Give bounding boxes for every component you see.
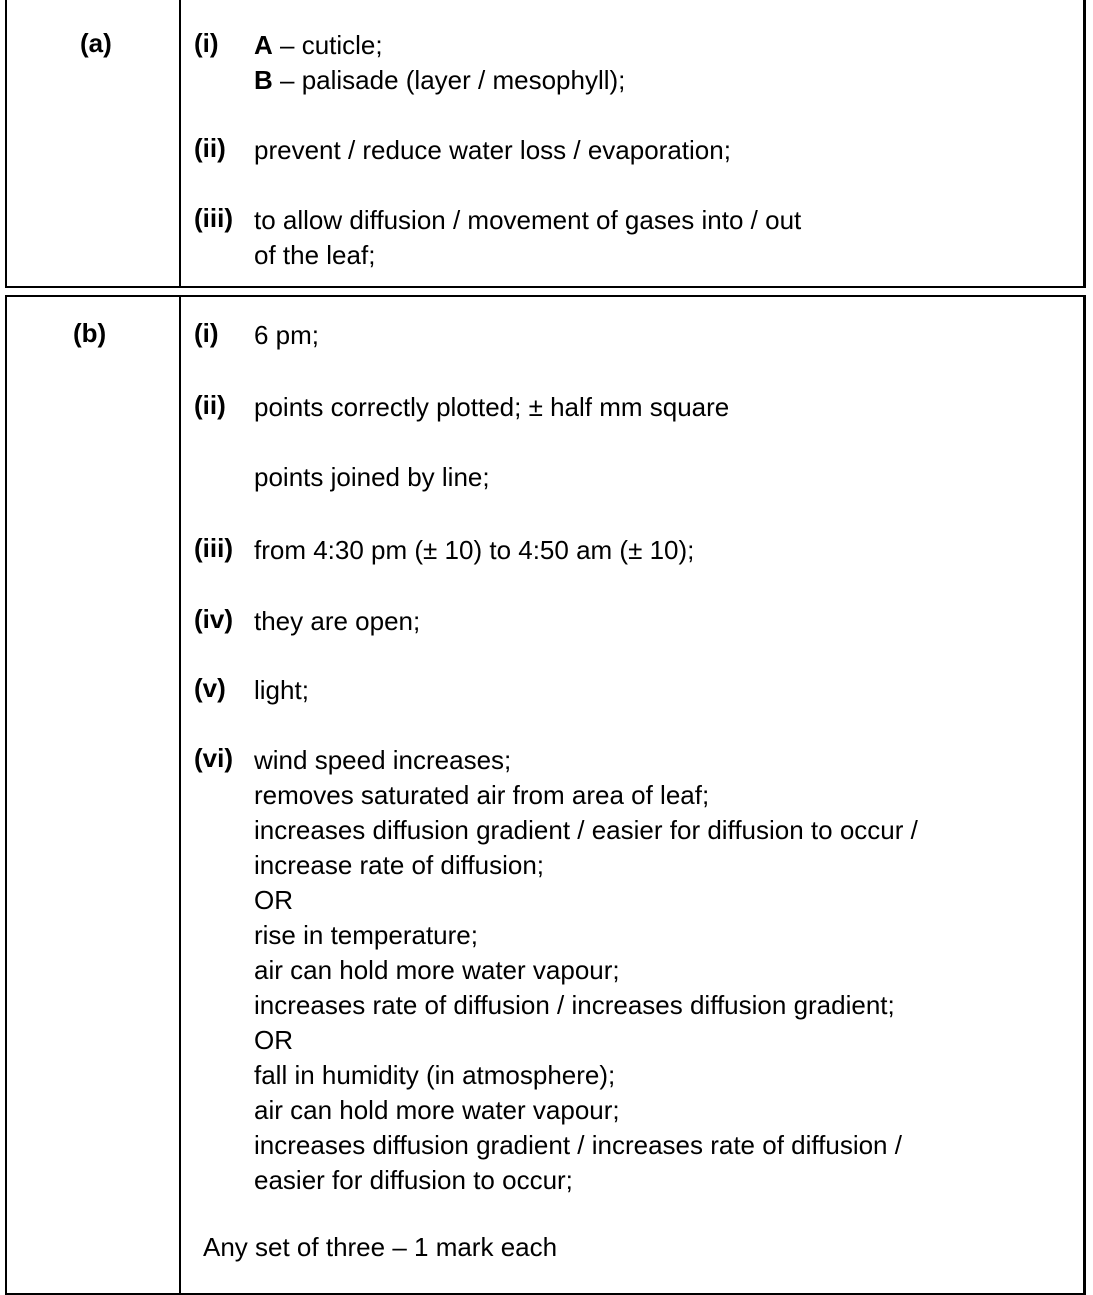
answer-text: – cuticle;: [272, 30, 383, 60]
marking-note: Any set of three – 1 mark each: [203, 1232, 558, 1262]
answer-item: [194, 673, 1073, 708]
answer-line: [254, 848, 1073, 883]
answer-text: light;: [254, 675, 309, 705]
answer-text: from 4:30 pm (± 10) to 4:50 am (± 10);: [254, 535, 695, 565]
answer-line: [254, 778, 1073, 813]
answer-text: increases diffusion gradient / increases rate of diffusion /: [254, 1130, 902, 1160]
answer-text: easier for diffusion to occur;: [254, 1165, 573, 1195]
answer-text: removes saturated air from area of leaf;: [254, 780, 710, 810]
part-label: (a): [80, 28, 112, 58]
answer-line: [254, 883, 1073, 918]
answer-line: [254, 918, 1073, 953]
answer-line: [254, 743, 1073, 778]
answer-line: [254, 1093, 1073, 1128]
item-number: (i): [194, 318, 219, 348]
answer-line: [254, 1058, 1073, 1093]
answer-text: increase rate of diffusion;: [254, 850, 545, 880]
answer-item: [194, 28, 1073, 98]
answer-text: increases diffusion gradient / easier for diffusion to occur /: [254, 815, 918, 845]
answer-line: [254, 988, 1073, 1023]
item-number: (iv): [194, 604, 233, 634]
answer-lines: [254, 673, 1073, 708]
part-label: (b): [73, 318, 107, 348]
answer-label: B: [254, 65, 273, 95]
answer-text: 6 pm;: [254, 320, 320, 350]
answer-text: OR: [254, 885, 293, 915]
item-number: (v): [194, 673, 226, 703]
item-number: (iii): [194, 533, 233, 563]
answer-lines: [254, 743, 1073, 1198]
answer-lines: [254, 133, 1073, 168]
answer-text: points joined by line;: [254, 462, 490, 492]
answer-lines: [254, 390, 1073, 495]
answer-line: [254, 318, 1073, 353]
column-divider: [179, 297, 181, 1293]
answer-line: [254, 425, 1073, 460]
answer-line: [254, 1163, 1073, 1198]
answer-line: [254, 673, 1073, 708]
answer-line: [254, 133, 1073, 168]
answer-text: of the leaf;: [254, 240, 376, 270]
item-number: (iii): [194, 203, 233, 233]
answer-text: OR: [254, 1025, 293, 1055]
answer-item: [194, 318, 1073, 353]
answer-lines: [254, 533, 1073, 568]
answer-text: fall in humidity (in atmosphere);: [254, 1060, 616, 1090]
answer-text: prevent / reduce water loss / evaporation;: [254, 135, 731, 165]
answer-line: [254, 533, 1073, 568]
answer-item: [194, 604, 1073, 639]
answer-text: air can hold more water vapour;: [254, 955, 620, 985]
answer-line: [254, 1128, 1073, 1163]
answer-line: [254, 28, 1073, 63]
item-number: (vi): [194, 743, 233, 773]
answer-line: [254, 604, 1073, 639]
answer-line: [254, 203, 1073, 238]
answer-label: A: [254, 30, 273, 60]
answer-text: they are open;: [254, 606, 421, 636]
answer-text: points correctly plotted; ± half mm square: [254, 392, 730, 422]
answer-text: – palisade (layer / mesophyll);: [272, 65, 626, 95]
item-number: (ii): [194, 133, 226, 163]
item-number: (i): [194, 28, 219, 58]
mark-scheme-table-a: [5, 0, 1086, 288]
answer-line: [254, 390, 1073, 425]
answer-text: wind speed increases;: [254, 745, 512, 775]
item-number: (ii): [194, 390, 226, 420]
answer-item: [194, 533, 1073, 568]
answer-line: [254, 1023, 1073, 1058]
column-divider: [179, 0, 181, 286]
answer-item: [194, 390, 1073, 495]
answer-text: rise in temperature;: [254, 920, 478, 950]
answer-line: [254, 460, 1073, 495]
answer-lines: [254, 318, 1073, 353]
answer-text: increases rate of diffusion / increases diffusion gradient;: [254, 990, 895, 1020]
answer-lines: [254, 28, 1073, 98]
answer-line: [254, 238, 1073, 273]
answer-item: [194, 133, 1073, 168]
answer-text: to allow diffusion / movement of gases into / out: [254, 205, 802, 235]
answer-item: [194, 743, 1073, 1198]
answer-item: [194, 203, 1073, 273]
answer-text: air can hold more water vapour;: [254, 1095, 620, 1125]
answer-lines: [254, 604, 1073, 639]
answer-line: [254, 813, 1073, 848]
answer-lines: [254, 203, 1073, 273]
answer-line: [254, 63, 1073, 98]
answer-line: [254, 953, 1073, 988]
mark-scheme-table-b: [5, 295, 1086, 1295]
